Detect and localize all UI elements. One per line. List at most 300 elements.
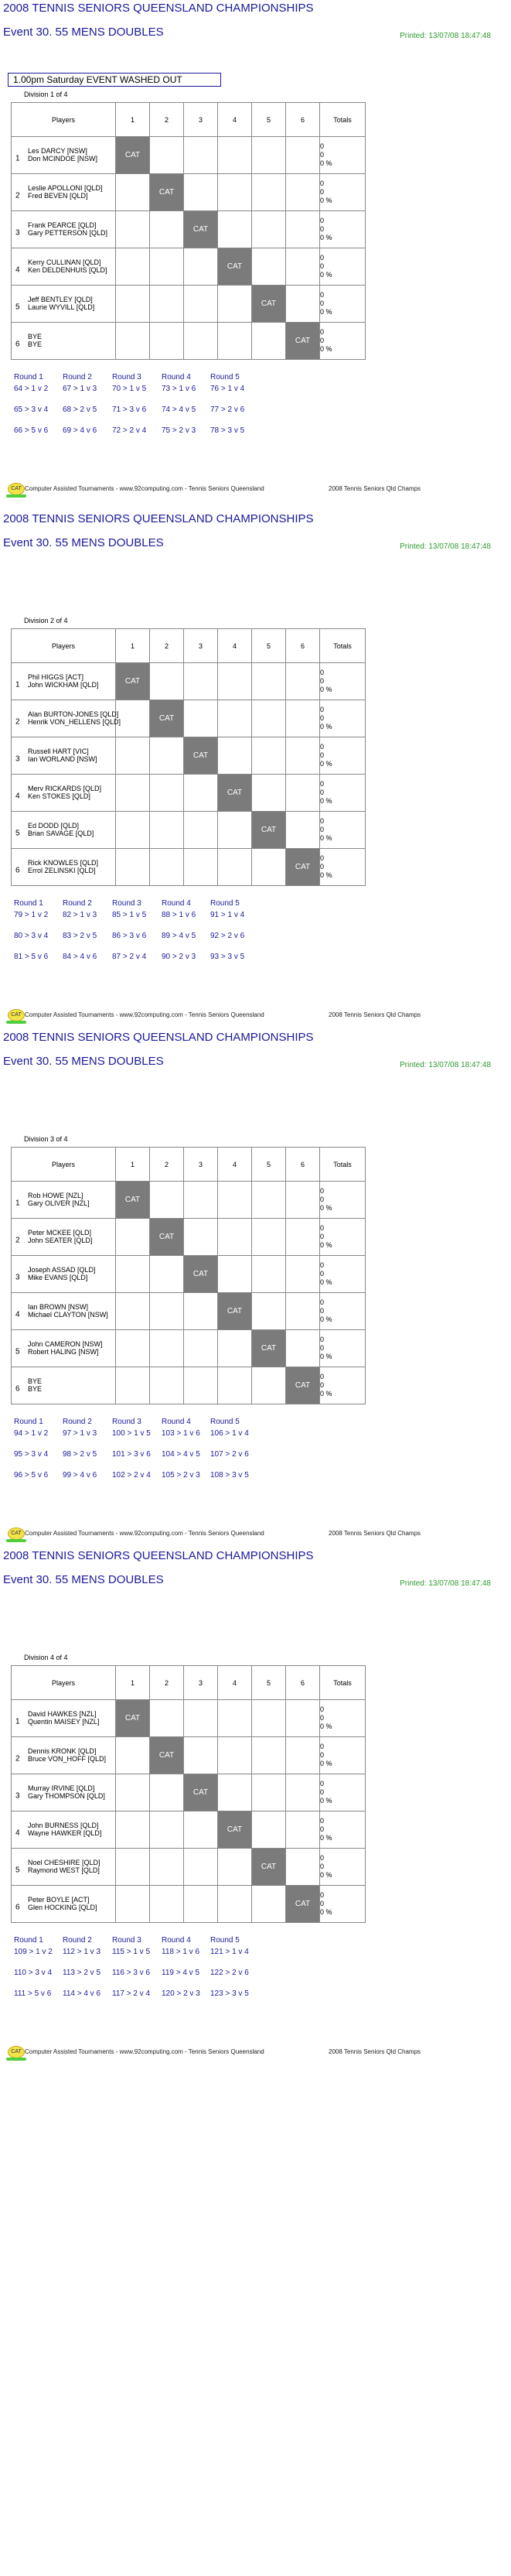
score-cell	[286, 1737, 320, 1774]
score-cell	[218, 737, 252, 775]
player-number: 4	[15, 1309, 20, 1319]
total-wins: 0	[320, 1817, 325, 1825]
total-wins: 0	[320, 780, 325, 788]
total-percent: 0 %	[320, 1797, 332, 1805]
event-notice: 1.00pm Saturday EVENT WASHED OUT	[8, 73, 221, 87]
player-names	[28, 1303, 108, 1319]
score-cell	[218, 1849, 252, 1886]
column-number-header: 2	[150, 629, 184, 663]
total-losses: 0	[320, 826, 325, 833]
score-cell	[252, 737, 286, 775]
cat-diagonal-cell: CAT	[116, 1182, 150, 1219]
total-losses: 0	[320, 337, 325, 344]
player-name-1: Alan BURTON-JONES [QLD]	[28, 710, 119, 718]
score-cell	[218, 323, 252, 360]
score-cell	[286, 663, 320, 700]
round-header: Round 2	[63, 1418, 92, 1426]
player-name-1: Rob HOWE [NZL]	[28, 1192, 83, 1199]
player-cell	[12, 286, 116, 323]
totals-cell	[320, 849, 366, 886]
score-cell	[116, 323, 150, 360]
player-number: 1	[15, 153, 20, 162]
player-cell	[12, 1367, 116, 1404]
total-percent: 0 %	[320, 345, 332, 353]
cat-diagonal-cell: CAT	[150, 1219, 184, 1256]
column-number-header: 6	[286, 1666, 320, 1700]
match-entry: 82 > 1 v 3	[63, 911, 97, 919]
player-cell	[12, 137, 116, 174]
score-cell	[252, 248, 286, 286]
score-cell	[218, 1700, 252, 1737]
cat-logo-icon: CAT	[8, 1009, 25, 1021]
column-number-header: 1	[116, 629, 150, 663]
total-percent: 0 %	[320, 1204, 332, 1212]
column-number-header: 5	[252, 103, 286, 137]
total-wins: 0	[320, 291, 325, 299]
player-cell	[12, 1849, 116, 1886]
score-cell	[184, 323, 218, 360]
match-entry: 100 > 1 v 5	[112, 1429, 151, 1438]
score-cell	[286, 286, 320, 323]
total-wins: 0	[320, 328, 325, 336]
totals-header: Totals	[320, 629, 366, 663]
tournament-title: 2008 TENNIS SENIORS QUEENSLAND CHAMPIONSHIPS	[3, 1031, 314, 1044]
round-robin-table	[11, 1147, 366, 1404]
total-percent: 0 %	[320, 308, 332, 316]
players-header: Players	[12, 1666, 116, 1700]
match-entry: 64 > 1 v 2	[14, 385, 49, 393]
round-header: Round 1	[14, 1418, 43, 1426]
column-number-header: 3	[184, 629, 218, 663]
table-row	[12, 1700, 366, 1737]
player-cell	[12, 1774, 116, 1811]
score-cell	[218, 812, 252, 849]
total-percent: 0 %	[320, 797, 332, 805]
cat-diagonal-cell: CAT	[252, 1330, 286, 1367]
match-entry: 72 > 2 v 4	[112, 426, 147, 435]
player-names	[28, 1377, 42, 1393]
player-name-2: Ken STOKES [QLD]	[28, 792, 90, 800]
total-wins: 0	[320, 217, 325, 224]
match-entry: 106 > 1 v 4	[210, 1429, 249, 1438]
match-entry: 123 > 3 v 5	[210, 1989, 249, 1998]
player-number: 1	[15, 1198, 20, 1207]
table-row	[12, 663, 366, 700]
match-entry: 79 > 1 v 2	[14, 911, 49, 919]
column-number-header: 4	[218, 1666, 252, 1700]
score-cell	[252, 849, 286, 886]
totals-cell	[320, 1256, 366, 1293]
match-entry: 103 > 1 v 6	[162, 1429, 200, 1438]
cat-diagonal-cell: CAT	[286, 323, 320, 360]
column-number-header: 2	[150, 1148, 184, 1182]
printed-timestamp: Printed: 13/07/08 18:47:48	[400, 542, 491, 551]
score-cell	[150, 812, 184, 849]
total-losses: 0	[320, 1863, 325, 1870]
score-cell	[286, 775, 320, 812]
score-cell	[252, 1293, 286, 1330]
cat-diagonal-cell: CAT	[218, 1811, 252, 1849]
score-cell	[116, 1737, 150, 1774]
score-cell	[218, 1737, 252, 1774]
score-cell	[286, 737, 320, 775]
player-name-2: Gary PETTERSON [QLD]	[28, 229, 108, 237]
footer-event-name: 2008 Tennis Seniors Qld Champs	[329, 1011, 421, 1018]
logo-swoosh-icon	[6, 2058, 26, 2061]
player-number: 2	[15, 1235, 20, 1244]
column-number-header: 6	[286, 103, 320, 137]
match-entry: 76 > 1 v 4	[210, 385, 245, 393]
tournament-title: 2008 TENNIS SENIORS QUEENSLAND CHAMPIONSHIPS	[3, 1549, 314, 1562]
table-row	[12, 1886, 366, 1923]
score-cell	[184, 1293, 218, 1330]
cat-diagonal-cell: CAT	[184, 1256, 218, 1293]
cat-diagonal-cell: CAT	[252, 1849, 286, 1886]
table-row	[12, 1219, 366, 1256]
total-losses: 0	[320, 1196, 325, 1203]
match-entry: 67 > 1 v 3	[63, 385, 97, 393]
score-cell	[286, 1700, 320, 1737]
player-names	[28, 1192, 90, 1207]
totals-cell	[320, 1700, 366, 1737]
table-row	[12, 174, 366, 211]
match-entry: 110 > 3 v 4	[14, 1969, 53, 1977]
player-name-1: Peter MCKEE [QLD]	[28, 1229, 92, 1237]
score-cell	[252, 1700, 286, 1737]
score-cell	[150, 849, 184, 886]
player-names	[28, 1710, 99, 1726]
score-cell	[150, 663, 184, 700]
score-cell	[116, 1774, 150, 1811]
player-number: 3	[15, 754, 20, 763]
total-losses: 0	[320, 188, 325, 196]
table-header-row	[12, 103, 366, 137]
player-name-1: BYE	[28, 333, 43, 340]
score-cell	[252, 1811, 286, 1849]
match-entry: 91 > 1 v 4	[210, 911, 245, 919]
score-cell	[116, 1330, 150, 1367]
score-cell	[286, 1219, 320, 1256]
player-name-2: John WICKHAM [QLD]	[28, 681, 99, 689]
player-name-2: John SEATER [QLD]	[28, 1237, 93, 1244]
player-number: 4	[15, 1828, 20, 1837]
totals-cell	[320, 211, 366, 248]
score-cell	[150, 1849, 184, 1886]
total-losses: 0	[320, 1788, 325, 1796]
player-names	[28, 333, 42, 348]
logo-swoosh-icon	[6, 1539, 26, 1542]
player-names	[28, 221, 107, 237]
total-percent: 0 %	[320, 234, 332, 241]
event-title: Event 30. 55 MENS DOUBLES	[3, 1055, 164, 1068]
totals-cell	[320, 700, 366, 737]
total-losses: 0	[320, 751, 325, 759]
score-cell	[286, 1330, 320, 1367]
total-wins: 0	[320, 1373, 325, 1380]
player-names	[28, 1896, 97, 1911]
totals-cell	[320, 137, 366, 174]
score-cell	[116, 211, 150, 248]
score-cell	[252, 211, 286, 248]
score-cell	[184, 1182, 218, 1219]
column-number-header: 1	[116, 103, 150, 137]
printed-timestamp: Printed: 13/07/08 18:47:48	[400, 32, 491, 40]
totals-cell	[320, 323, 366, 360]
score-cell	[150, 1700, 184, 1737]
player-name-2: Gary THOMPSON [QLD]	[28, 1792, 105, 1800]
cat-diagonal-cell: CAT	[218, 775, 252, 812]
round-robin-table	[11, 1665, 366, 1923]
total-percent: 0 %	[320, 1908, 332, 1916]
footer-credit: Computer Assisted Tournaments - www.92computing.com - Tennis Seniors Queensland	[25, 485, 264, 492]
total-wins: 0	[320, 669, 325, 676]
match-entry: 120 > 2 v 3	[162, 1989, 200, 1998]
total-wins: 0	[320, 706, 325, 713]
score-cell	[150, 1256, 184, 1293]
score-cell	[116, 248, 150, 286]
table-row	[12, 737, 366, 775]
total-percent: 0 %	[320, 271, 332, 279]
event-title: Event 30. 55 MENS DOUBLES	[3, 536, 164, 549]
column-number-header: 1	[116, 1148, 150, 1182]
match-entry: 84 > 4 v 6	[63, 953, 97, 961]
match-entry: 111 > 5 v 6	[14, 1989, 52, 1998]
logo-swoosh-icon	[6, 494, 26, 498]
footer-event-name: 2008 Tennis Seniors Qld Champs	[329, 1530, 421, 1537]
score-cell	[252, 700, 286, 737]
totals-cell	[320, 1737, 366, 1774]
player-name-2: Quentin MAISEY [NZL]	[28, 1718, 100, 1726]
score-cell	[150, 1367, 184, 1404]
player-name-1: Les DARCY [NSW]	[28, 147, 87, 155]
footer-event-name: 2008 Tennis Seniors Qld Champs	[329, 485, 421, 492]
match-entry: 95 > 3 v 4	[14, 1450, 49, 1459]
player-name-1: Russell HART [VIC]	[28, 747, 89, 755]
totals-cell	[320, 1330, 366, 1367]
match-entry: 115 > 1 v 5	[112, 1948, 151, 1956]
footer-event-name: 2008 Tennis Seniors Qld Champs	[329, 2048, 421, 2055]
player-name-2: Fred BEVEN [QLD]	[28, 192, 88, 200]
score-cell	[218, 700, 252, 737]
match-entry: 114 > 4 v 6	[63, 1989, 101, 1998]
round-header: Round 3	[112, 373, 141, 381]
score-cell	[184, 812, 218, 849]
round-header: Round 5	[210, 1418, 240, 1426]
round-header: Round 5	[210, 373, 240, 381]
total-losses: 0	[320, 1307, 325, 1315]
score-cell	[116, 1219, 150, 1256]
cat-diagonal-cell: CAT	[150, 1737, 184, 1774]
column-number-header: 4	[218, 103, 252, 137]
score-cell	[184, 1886, 218, 1923]
total-percent: 0 %	[320, 1722, 332, 1730]
cat-diagonal-cell: CAT	[184, 211, 218, 248]
score-cell	[116, 1256, 150, 1293]
score-cell	[252, 323, 286, 360]
total-wins: 0	[320, 1261, 325, 1269]
table-row	[12, 812, 366, 849]
cat-diagonal-cell: CAT	[116, 1700, 150, 1737]
round-header: Round 3	[112, 899, 141, 908]
total-wins: 0	[320, 854, 325, 862]
score-cell	[218, 1219, 252, 1256]
player-names	[28, 258, 107, 274]
score-cell	[218, 1330, 252, 1367]
player-name-2: Brian SAVAGE [QLD]	[28, 830, 94, 837]
score-cell	[150, 737, 184, 775]
cat-diagonal-cell: CAT	[286, 1886, 320, 1923]
table-row	[12, 700, 366, 737]
division-label: Division 4 of 4	[24, 1654, 68, 1661]
score-cell	[286, 1849, 320, 1886]
player-names	[28, 147, 97, 162]
total-wins: 0	[320, 1187, 325, 1195]
total-losses: 0	[320, 1381, 325, 1389]
cat-diagonal-cell: CAT	[286, 1367, 320, 1404]
match-entry: 121 > 1 v 4	[210, 1948, 249, 1956]
score-cell	[150, 1811, 184, 1849]
score-cell	[218, 286, 252, 323]
score-cell	[286, 1256, 320, 1293]
logo-swoosh-icon	[6, 1021, 26, 1024]
round-header: Round 5	[210, 1936, 240, 1945]
cat-diagonal-cell: CAT	[252, 286, 286, 323]
match-entry: 105 > 2 v 3	[162, 1471, 200, 1480]
score-cell	[252, 174, 286, 211]
table-row	[12, 323, 366, 360]
player-cell	[12, 775, 116, 812]
round-header: Round 1	[14, 1936, 43, 1945]
total-percent: 0 %	[320, 686, 332, 693]
cat-logo-icon: CAT	[8, 1527, 25, 1540]
match-entry: 113 > 2 v 5	[63, 1969, 101, 1977]
score-cell	[252, 1886, 286, 1923]
match-entry: 69 > 4 v 6	[63, 426, 97, 435]
total-wins: 0	[320, 743, 325, 751]
score-cell	[116, 1886, 150, 1923]
score-cell	[150, 211, 184, 248]
score-cell	[218, 1256, 252, 1293]
score-cell	[286, 1293, 320, 1330]
player-name-2: Raymond WEST [QLD]	[28, 1866, 100, 1874]
score-cell	[116, 1811, 150, 1849]
totals-cell	[320, 248, 366, 286]
total-losses: 0	[320, 1714, 325, 1722]
totals-cell	[320, 737, 366, 775]
score-cell	[184, 1367, 218, 1404]
table-row	[12, 211, 366, 248]
player-number: 6	[15, 1902, 20, 1911]
column-number-header: 6	[286, 629, 320, 663]
total-wins: 0	[320, 1224, 325, 1232]
totals-header: Totals	[320, 103, 366, 137]
player-name-2: Ian WORLAND [NSW]	[28, 755, 97, 763]
column-number-header: 6	[286, 1148, 320, 1182]
match-entry: 94 > 1 v 2	[14, 1429, 49, 1438]
score-cell	[150, 1182, 184, 1219]
player-cell	[12, 1219, 116, 1256]
cat-diagonal-cell: CAT	[286, 849, 320, 886]
cat-diagonal-cell: CAT	[252, 812, 286, 849]
player-names	[28, 1747, 106, 1763]
column-number-header: 4	[218, 629, 252, 663]
total-percent: 0 %	[320, 159, 332, 167]
total-losses: 0	[320, 151, 325, 159]
column-number-header: 2	[150, 1666, 184, 1700]
player-name-2: Gary OLIVER [NZL]	[28, 1199, 90, 1207]
total-percent: 0 %	[320, 871, 332, 879]
match-entry: 77 > 2 v 6	[210, 405, 245, 414]
column-number-header: 5	[252, 629, 286, 663]
round-header: Round 2	[63, 1936, 92, 1945]
player-number: 6	[15, 865, 20, 874]
player-name-1: Frank PEARCE [QLD]	[28, 221, 97, 229]
match-entry: 89 > 4 v 5	[162, 932, 196, 940]
total-losses: 0	[320, 225, 325, 233]
match-entry: 104 > 4 v 5	[162, 1450, 200, 1459]
totals-cell	[320, 812, 366, 849]
table-row	[12, 1774, 366, 1811]
match-entry: 71 > 3 v 6	[112, 405, 147, 414]
table-row	[12, 248, 366, 286]
printed-timestamp: Printed: 13/07/08 18:47:48	[400, 1579, 491, 1588]
score-cell	[218, 849, 252, 886]
match-entry: 90 > 2 v 3	[162, 953, 196, 961]
score-cell	[286, 211, 320, 248]
match-entry: 75 > 2 v 3	[162, 426, 196, 435]
cat-diagonal-cell: CAT	[184, 1774, 218, 1811]
match-entry: 119 > 4 v 5	[162, 1969, 200, 1977]
cat-diagonal-cell: CAT	[218, 248, 252, 286]
match-entry: 102 > 2 v 4	[112, 1471, 151, 1480]
score-cell	[150, 775, 184, 812]
player-cell	[12, 323, 116, 360]
player-name-2: Bruce VON_HOFF [QLD]	[28, 1755, 107, 1763]
table-row	[12, 1330, 366, 1367]
score-cell	[252, 137, 286, 174]
total-percent: 0 %	[320, 1834, 332, 1842]
player-name-1: Dennis KRONK [QLD]	[28, 1747, 97, 1755]
column-number-header: 3	[184, 103, 218, 137]
player-names	[28, 673, 99, 689]
totals-cell	[320, 1219, 366, 1256]
match-entry: 118 > 1 v 6	[162, 1948, 200, 1956]
player-number: 2	[15, 1753, 20, 1763]
player-name-1: Phil HIGGS [ACT]	[28, 673, 84, 681]
player-cell	[12, 812, 116, 849]
player-names	[28, 1266, 96, 1281]
round-header: Round 4	[162, 373, 191, 381]
table-row	[12, 1293, 366, 1330]
totals-cell	[320, 1886, 366, 1923]
match-entry: 65 > 3 v 4	[14, 405, 49, 414]
player-names	[28, 1822, 101, 1837]
score-cell	[218, 211, 252, 248]
player-name-2: Glen HOCKING [QLD]	[28, 1904, 97, 1911]
footer-credit: Computer Assisted Tournaments - www.92computing.com - Tennis Seniors Queensland	[25, 1530, 264, 1537]
score-cell	[184, 775, 218, 812]
match-entry: 108 > 3 v 5	[210, 1471, 249, 1480]
player-name-1: Jeff BENTLEY [QLD]	[28, 296, 93, 303]
match-entry: 81 > 5 v 6	[14, 953, 49, 961]
score-cell	[252, 1737, 286, 1774]
cat-logo-icon: CAT	[8, 2046, 25, 2058]
match-entry: 70 > 1 v 5	[112, 385, 147, 393]
total-percent: 0 %	[320, 834, 332, 842]
player-number: 1	[15, 679, 20, 689]
player-names	[28, 184, 103, 200]
player-cell	[12, 1330, 116, 1367]
